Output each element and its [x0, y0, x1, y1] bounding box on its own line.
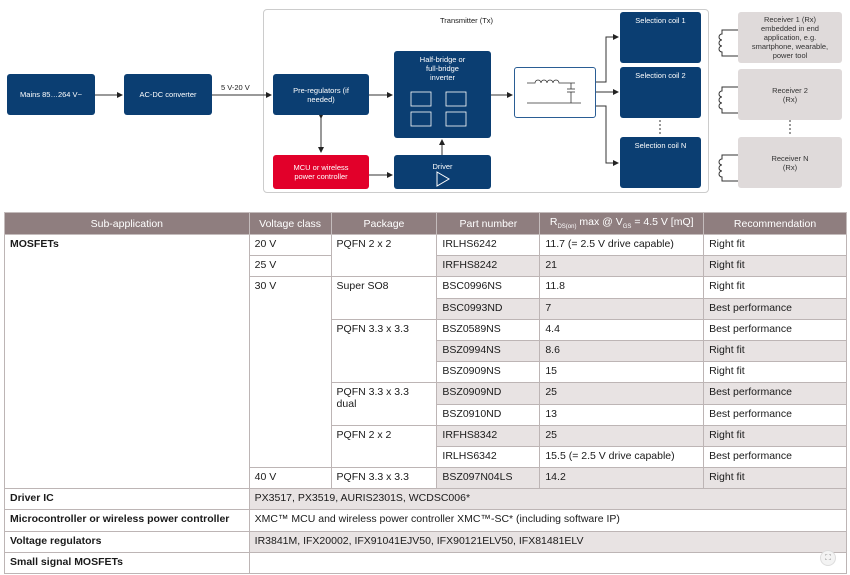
- package-cell: PQFN 3.3 x 3.3: [331, 319, 437, 383]
- recommendation-cell: Right fit: [704, 362, 847, 383]
- rdson-cell: 7: [540, 298, 704, 319]
- mains-block: Mains 85…264 V~: [7, 74, 95, 115]
- amplifier-icon: [435, 171, 451, 187]
- rdson-cell: 21: [540, 256, 704, 277]
- rdson-cell: 25: [540, 383, 704, 404]
- voltage-cell: 20 V: [249, 235, 331, 256]
- rdson-cell: 11.8: [540, 277, 704, 298]
- products-cell: PX3517, PX3519, AURIS2301S, WCDSC006*: [249, 489, 846, 510]
- rdson-cell: 11.7 (= 2.5 V drive capable): [540, 235, 704, 256]
- preregulators-block: Pre-regulators (if needed): [273, 74, 369, 115]
- part-number-cell: BSZ0589NS: [437, 319, 540, 340]
- sub-application-cell: MOSFETs: [5, 235, 250, 489]
- header-part-number: Part number: [437, 213, 540, 235]
- recommendation-cell: Best performance: [704, 446, 847, 467]
- rdson-cell: 15.5 (= 2.5 V drive capable): [540, 446, 704, 467]
- part-number-cell: BSZ097N04LS: [437, 468, 540, 489]
- rdson-cell: 14.2: [540, 468, 704, 489]
- lc-filter-icon: [525, 75, 585, 111]
- driver-block: [394, 155, 491, 189]
- receiver-1: Receiver 1 (Rx) embedded in end application, e.g. smartphone, wearable, power tool: [738, 12, 842, 63]
- package-cell: PQFN 2 x 2: [331, 425, 437, 467]
- part-number-cell: BSZ0909NS: [437, 362, 540, 383]
- recommendation-cell: Right fit: [704, 468, 847, 489]
- part-number-cell: BSC0993ND: [437, 298, 540, 319]
- selection-coil-n: [620, 137, 701, 188]
- part-number-cell: IRFHS8242: [437, 256, 540, 277]
- package-cell: PQFN 3.3 x 3.3 dual: [331, 383, 437, 425]
- recommendation-cell: Right fit: [704, 340, 847, 361]
- part-number-cell: BSC0996NS: [437, 277, 540, 298]
- inverter-label: Half-bridge or full-bridge inverter: [419, 55, 466, 82]
- product-table: [4, 212, 847, 574]
- table-row: [5, 510, 847, 531]
- products-cell: XMC™ MCU and wireless power controller XMC™-SC* (including software IP): [249, 510, 846, 531]
- voltage-cell: 40 V: [249, 468, 331, 489]
- part-number-cell: BSZ0994NS: [437, 340, 540, 361]
- rdson-cell: 8.6: [540, 340, 704, 361]
- part-number-cell: IRFHS8342: [437, 425, 540, 446]
- recommendation-cell: Right fit: [704, 235, 847, 256]
- table-row: [5, 235, 847, 256]
- recommendation-cell: Best performance: [704, 319, 847, 340]
- package-cell: Super SO8: [331, 277, 437, 319]
- rdson-cell: 15: [540, 362, 704, 383]
- part-number-cell: IRLHS6242: [437, 235, 540, 256]
- sub-application-cell: Small signal MOSFETs: [5, 552, 250, 573]
- products-cell: IR3841M, IFX20002, IFX91041EJV50, IFX90121ELV50, IFX81481ELV: [249, 531, 846, 552]
- recommendation-cell: Right fit: [704, 425, 847, 446]
- sub-application-cell: Driver IC: [5, 489, 250, 510]
- recommendation-cell: Best performance: [704, 383, 847, 404]
- part-number-cell: IRLHS6342: [437, 446, 540, 467]
- voltage-label: 5 V-20 V: [221, 83, 250, 92]
- header-recommendation: Recommendation: [704, 213, 847, 235]
- coil-label: Selection coil N: [634, 141, 687, 150]
- package-cell: PQFN 3.3 x 3.3: [331, 468, 437, 489]
- sub-application-cell: Microcontroller or wireless power controller: [5, 510, 250, 531]
- rdson-cell: 25: [540, 425, 704, 446]
- recommendation-cell: Best performance: [704, 298, 847, 319]
- header-package: Package: [331, 213, 437, 235]
- filter-block: [514, 67, 596, 118]
- recommendation-cell: Right fit: [704, 256, 847, 277]
- header-rdson: $R_{DS(on)}$ max @ $V_{GS} = 4.5$ V [mQ]: [540, 213, 704, 235]
- voltage-cell: 30 V: [249, 277, 331, 468]
- mcu-block: MCU or wireless power controller: [273, 155, 369, 189]
- selection-coil-1: [620, 12, 701, 63]
- recommendation-cell: Right fit: [704, 277, 847, 298]
- sub-application-cell: Voltage regulators: [5, 531, 250, 552]
- recommendation-cell: Best performance: [704, 404, 847, 425]
- acdc-converter-block: AC-DC converter: [124, 74, 212, 115]
- rdson-cell: 4.4: [540, 319, 704, 340]
- table-row: [5, 552, 847, 573]
- header-sub-application: Sub-application: [5, 213, 250, 235]
- part-number-cell: BSZ0910ND: [437, 404, 540, 425]
- voltage-cell: 25 V: [249, 256, 331, 277]
- table-row: [5, 489, 847, 510]
- rdson-cell: 13: [540, 404, 704, 425]
- part-number-cell: BSZ0909ND: [437, 383, 540, 404]
- coil-label: Selection coil 2: [635, 71, 686, 80]
- driver-label: Driver: [432, 161, 453, 171]
- coil-label: Selection coil 1: [635, 16, 686, 25]
- receiver-n: Receiver N (Rx): [738, 137, 842, 188]
- table-row: [5, 531, 847, 552]
- products-cell: [249, 552, 846, 573]
- selection-coil-2: [620, 67, 701, 118]
- header-voltage-class: Voltage class: [249, 213, 331, 235]
- mosfet-icon: [408, 90, 478, 130]
- fullscreen-button[interactable]: ⛶: [820, 550, 836, 566]
- package-cell: PQFN 2 x 2: [331, 235, 437, 277]
- receiver-2: Receiver 2 (Rx): [738, 69, 842, 120]
- transmitter-label: Transmitter (Tx): [440, 16, 494, 25]
